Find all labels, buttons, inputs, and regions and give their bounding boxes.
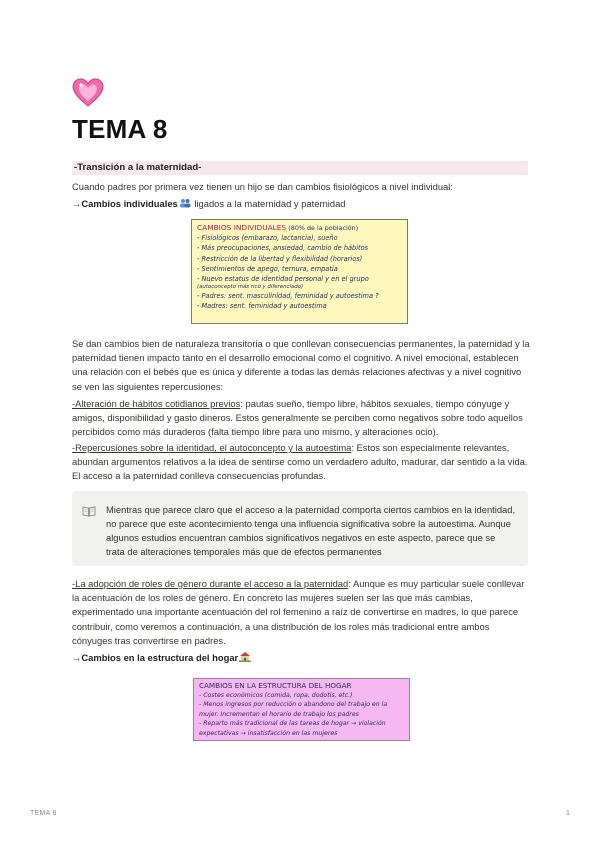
card-line: - Menos ingresos por reducción o abandono del trabajo en la mujer. Incrementan el horario de trabajo los padres	[199, 701, 388, 718]
cambios-individuales-image	[191, 219, 408, 324]
house-icon	[239, 651, 251, 662]
card-line: - Restricción de la libertad y flexibilidad (horarios)	[197, 254, 363, 263]
page-number: 1	[566, 810, 570, 817]
paragraph-text: : pautas sueño, tiempo libre, hábitos sexuales, tiempo cónyuge y amigos, disponibilidad y gasto dineros. Estos generalmente se perciben como negativos sobre todo aquellos percibidos como más duraderos (falta tiempo libre para uno mismo, y alteraciones ocio).	[72, 398, 523, 438]
bullet-bold-label: Cambios individuales	[81, 198, 178, 209]
card-title-line	[197, 223, 402, 233]
card-line: - Madres: sent. feminidad y autoestima	[197, 302, 327, 311]
footer-title: TEMA 8	[30, 810, 57, 817]
callout-box	[72, 491, 528, 566]
card-line: - Padres: sent. masculinidad, feminidad y autoestima ?	[197, 292, 379, 301]
open-book-icon	[82, 505, 96, 517]
card-line: - Sentimientos de apego, ternura, empatía	[197, 264, 338, 273]
card-line: - Reparto más tradicional de las tareas de hogar → violación expectativas → insatisfacción en las mujeres	[199, 720, 386, 737]
paragraph-identidad	[72, 441, 532, 484]
card-small-line: (autoconcepto más rico y diferenciado)	[197, 284, 304, 291]
card-line: - Más preocupaciones, ansiedad, cambio de hábitos	[197, 244, 369, 253]
cambios-hogar-image	[193, 678, 410, 741]
card-line: - Costes económicos (comida, ropa, dodotis, etc.)	[199, 691, 353, 699]
card-title: CAMBIOS INDIVIDUALES	[197, 223, 287, 232]
arrow-glyph: →	[72, 652, 82, 663]
card-title-note: (80% de la población)	[288, 224, 359, 232]
paragraph-text: : Aunque es muy particular suele conllevar la acentuación de los roles de género. En concreto las mujeres suelen ser las que más cambias, experimentado una importante acentuación del rol femenino a raíz de convertirse en madres, lo que parece contribuir, como veremos a continuación, a una distribución de los roles más tradicional entre ambos cónyuges tras convertirse en padres.	[72, 578, 525, 646]
bullet-rest-text: ligados a la maternidad y paternidad	[191, 198, 346, 209]
people-icon	[179, 198, 191, 208]
card-title: CAMBIOS EN LA ESTRUCTURA DEL HOGAR	[199, 681, 352, 690]
arrow-glyph: →	[72, 198, 82, 209]
card-line: - Fisiológicos (embarazo, lactancia), sueño	[197, 234, 338, 243]
underlined-term: -Repercusiones sobre la identidad, el autoconcepto y la autoestima	[72, 442, 352, 453]
underlined-term: -La adopción de roles de género durante el acceso a la paternidad	[72, 578, 349, 589]
page-title: TEMA 8	[72, 114, 168, 144]
paragraph-habitos	[72, 397, 532, 440]
section-heading: -Transición a la maternidad-	[72, 161, 528, 175]
paragraph-text: : Estos son especialmente relevantes, abundan argumentos relativos a la idea de sentirse como un verdadero adulto, madurar, dar sentido a la vida. El acceso a la paternidad conlleva consecuencias profundas.	[72, 442, 528, 482]
heart-icon	[72, 78, 104, 108]
bullet-bold-label: Cambios en la estructura del hogar	[81, 652, 239, 663]
bullet-cambios-hogar	[72, 651, 532, 665]
intro-paragraph: Cuando padres por primera vez tienen un hijo se dan cambios fisiológicos a nivel individual:	[72, 181, 453, 192]
paragraph-cambios: Se dan cambios bien de naturaleza transitoria o que conllevan consecuencias permanentes, la paternidad y la paternidad tienen impacto tanto en el desarrollo emocional como el cognitivo. A nivel emocional, establecen una relación con el bebés que es única y diferente a todas las demás relaciones afectivas y a nivel cognitivo se ven las siguientes repercusiones:	[72, 338, 530, 392]
underlined-term: -Alteración de hábitos cotidianos previos	[72, 398, 241, 409]
callout-text: Mientras que parece claro que el acceso a la paternidad comporta ciertos cambios en la identidad, no parece que este acontecimiento tenga una influencia significativa sobre la autoestima. Aunque algunos estudios encuentran cambios significativos negativos en este aspecto, parece que se trata de alteraciones temporales más que de efectos permanentes	[106, 504, 516, 557]
bullet-cambios-individuales	[72, 197, 532, 211]
card-line: - Nuevo estatus de identidad personal y en el grupo	[197, 275, 369, 284]
paragraph-roles-genero	[72, 577, 532, 648]
